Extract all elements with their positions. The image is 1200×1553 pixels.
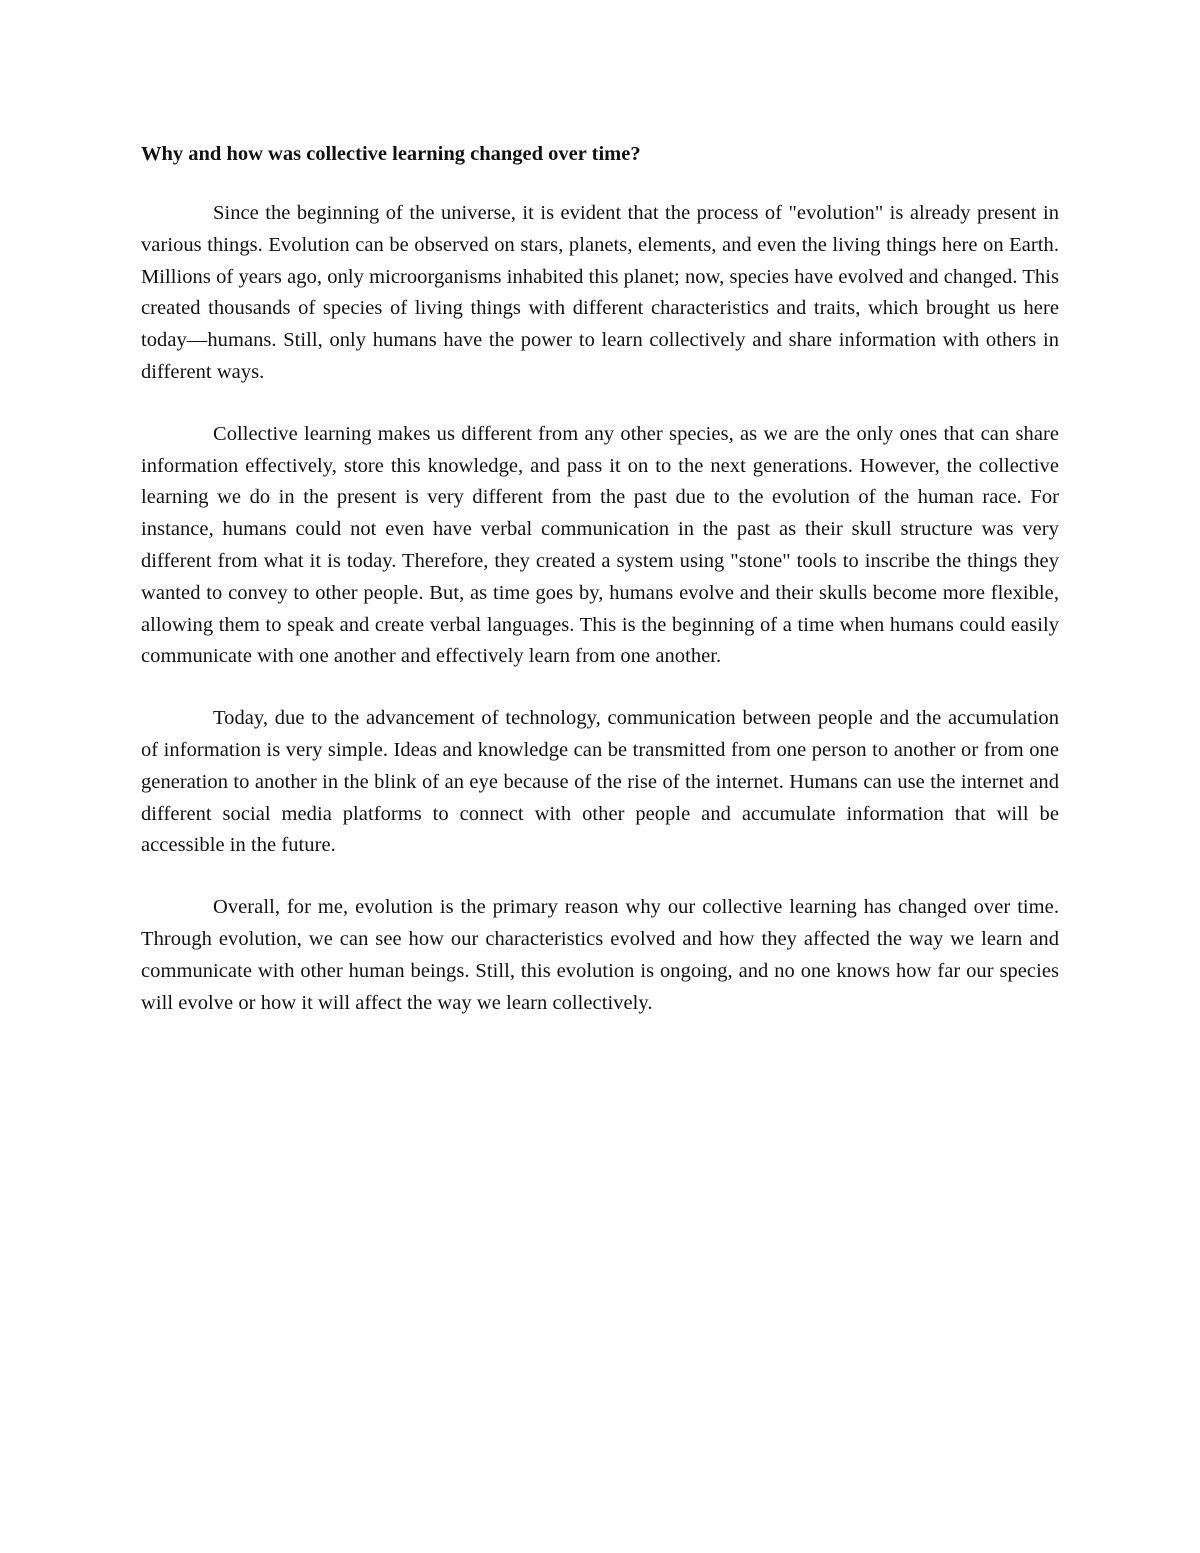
- document-body: [141, 138, 1059, 1049]
- paragraph-3: Today, due to the advancement of technology, communication between people and the accumulation of information is very simple. Ideas and knowledge can be transmitted from one person to another or from one generation to another in the blink of an eye because of the rise of the internet. Humans can use the internet and different social media platforms to connect with other people and accumulate information that will be accessible in the future.: [141, 707, 1059, 857]
- document-title: Why and how was collective learning changed over time?: [141, 143, 641, 165]
- paragraph-1: Since the beginning of the universe, it is evident that the process of "evolution" is already present in various things. Evolution can be observed on stars, planets, elements, and even the living things here on Earth. Millions of years ago, only microorganisms inhabited this planet; now, species have evolved and changed. This created thousands of species of living things with different characteristics and traits, which brought us here today—humans. Still, only humans have the power to learn collectively and share information with others in different ways.: [141, 202, 1059, 383]
- paragraph-4: Overall, for me, evolution is the primary reason why our collective learning has changed over time. Through evolution, we can see how our characteristics evolved and how they affected the way we learn and communicate with other human beings. Still, this evolution is ongoing, and no one knows how far our species will evolve or how it will affect the way we learn collectively.: [141, 896, 1059, 1014]
- paragraph-2: Collective learning makes us different from any other species, as we are the only ones that can share information effectively, store this knowledge, and pass it on to the next generations. However, the collective learning we do in the present is very different from the past due to the evolution of the human race. For instance, humans could not even have verbal communication in the past as their skull structure was very different from what it is today. Therefore, they created a system using "stone" tools to inscribe the things they wanted to convey to other people. But, as time goes by, humans evolve and their skulls become more flexible, allowing them to speak and create verbal languages. This is the beginning of a time when humans could easily communicate with one another and effectively learn from one another.: [141, 422, 1059, 668]
